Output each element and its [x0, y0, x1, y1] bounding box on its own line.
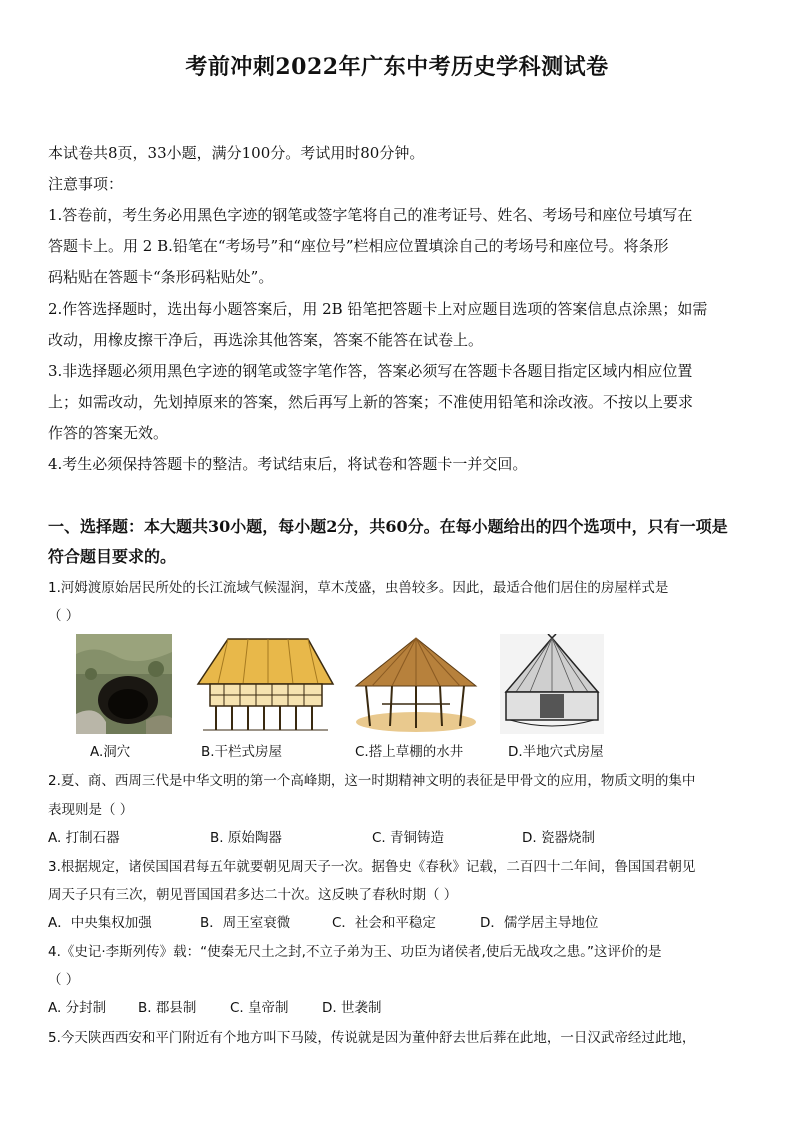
question-3-stem: 3.根据规定，诸侯国国君每五年就要朝见周天子一次。据鲁史《春秋》记载，二百四十二年间，鲁国国君朝见	[48, 859, 696, 875]
semi-subterranean-house-image	[500, 634, 604, 734]
question-1-option: B.干栏式房屋	[201, 744, 283, 760]
cave-image	[76, 634, 172, 734]
question-4-option: C. 皇帝制	[230, 1000, 289, 1016]
intro-text: 本试卷共8页，33小题，满分100分。考试用时80分钟。	[48, 144, 425, 162]
notice-line: 作答的答案无效。	[48, 424, 169, 442]
notice-line: 答题卡上。用 2 B.铅笔在“考场号”和“座位号”栏相应位置填涂自己的考场号和座位号。将条形	[48, 237, 669, 255]
notice-line: 1.答卷前，考生务必用黑色字迹的钢笔或签字笔将自己的准考证号、姓名、考场号和座位号填写在	[48, 206, 693, 224]
question-2-option: A. 打制石器	[48, 830, 120, 846]
notice-heading: 注意事项：	[48, 175, 124, 193]
question-3-option: B．周王室衰微	[200, 915, 291, 931]
question-2-stem: 2.夏、商、西周三代是中华文明的第一个高峰期，这一时期精神文明的表征是甲骨文的应用，物质文明的集中	[48, 773, 696, 789]
question-2-stem: 表现则是（ ）	[48, 802, 134, 818]
notice-line: 4.考生必须保持答题卡的整洁。考试结束后，将试卷和答题卡一并交回。	[48, 455, 528, 473]
notice-line: 3.非选择题必须用黑色字迹的钢笔或签字笔作答，答案必须写在答题卡各题目指定区域内相应位置	[48, 362, 693, 380]
question-4-bracket: （ ）	[48, 972, 80, 988]
question-5-stem: 5.今天陕西西安和平门附近有个地方叫下马陵，传说就是因为董仲舒去世后葬在此地，一日汉武帝经过此地，	[48, 1030, 696, 1046]
thatched-shed-image	[352, 634, 480, 734]
section-heading: 符合题目要求的。	[48, 547, 177, 566]
question-3-option: A．中央集权加强	[48, 915, 152, 931]
question-4-stem: 4.《史记·李斯列传》载：“使秦无尺土之封,不立子弟为王、功臣为诸侯者,使后无战攻之患。”这评价的是	[48, 944, 662, 960]
question-3-option: D．儒学居主导地位	[480, 915, 599, 931]
section-heading: 一、选择题：本大题共30小题，每小题2分，共60分。在每小题给出的四个选项中，只有一项是	[48, 517, 728, 536]
question-1-stem: 1.河姆渡原始居民所处的长江流域气候湿润，草木茂盛，虫兽较多。因此，最适合他们居住的房屋样式是	[48, 580, 669, 596]
question-4-option: D. 世袭制	[322, 1000, 382, 1016]
question-4-option: B. 郡县制	[138, 1000, 197, 1016]
question-4-option: A. 分封制	[48, 1000, 107, 1016]
notice-line: 改动，用橡皮擦干净后，再选涂其他答案，答案不能答在试卷上。	[48, 331, 484, 349]
exam-title: 考前冲刺2022年广东中考历史学科测试卷	[185, 54, 609, 80]
question-3-stem: 周天子只有三次，朝见晋国国君多达二十次。这反映了春秋时期（ ）	[48, 887, 458, 903]
question-1-option: A.洞穴	[90, 744, 131, 760]
question-2-option: B. 原始陶器	[210, 830, 282, 846]
question-3-option: C．社会和平稳定	[332, 915, 436, 931]
question-2-option: D. 瓷器烧制	[522, 830, 595, 846]
stilt-house-image	[188, 634, 338, 734]
question-1-option: C.搭上草棚的水井	[355, 744, 464, 760]
question-1-bracket: （ ）	[48, 608, 80, 624]
question-1-option: D.半地穴式房屋	[508, 744, 604, 760]
question-2-option: C. 青铜铸造	[372, 830, 445, 846]
notice-line: 码粘贴在答题卡“条形码粘贴处”。	[48, 268, 274, 286]
notice-line: 2.作答选择题时，选出每小题答案后，用 2B 铅笔把答题卡上对应题目选项的答案信息点涂黑；如需	[48, 300, 708, 318]
notice-line: 上；如需改动，先划掉原来的答案，然后再写上新的答案；不准使用铅笔和涂改液。不按以上要求	[48, 393, 694, 411]
